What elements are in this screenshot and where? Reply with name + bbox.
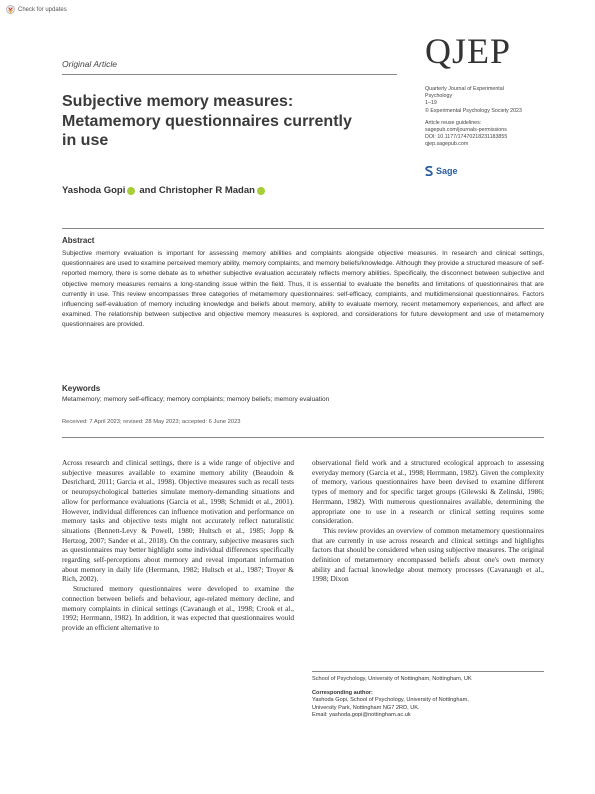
body-column-left — [62, 458, 294, 633]
body-paragraph: Across research and clinical settings, there is a wide range of objective and subjective measures available to examine memory ability (Beaudoin & Desrichard, 2011; Garcia et al., 1998). Objective measures such as recall tests or neuropsychological batteries simulate memory-demanding situations and allow for performance evaluations (Garcia et al., 1998; Schmidt et al., 2001). However, individual differences can influence motivation and performance on memory tasks and objective tests might not accurately reflect naturalistic situations (Bennett-Levy & Powell, 1980; Hultsch et al., 1985; Jopp & Hertzog, 2007; Sander et al., 2018). On the contrary, subjective measures such as questionnaires may better highlight some individual differences specifically regarding self-perceptions about memory and reveal important information about memory in daily life (Herrmann, 1982; Hultsch et al., 1987; Troyer & Rich, 2002). — [62, 458, 294, 584]
keywords-body: Metamemory; memory self-efficacy; memory complaints; memory beliefs; memory evaluation — [62, 396, 330, 403]
abstract-heading: Abstract — [62, 236, 95, 245]
author-1: Yashoda Gopi — [62, 185, 126, 196]
footnote-rule — [312, 671, 544, 672]
journal-name-line-2: Psychology — [425, 93, 453, 100]
keywords-heading: Keywords — [62, 384, 101, 393]
journal-meta — [425, 86, 585, 149]
check-for-updates-badge[interactable] — [6, 5, 67, 14]
body-paragraph: Structured memory questionnaires were developed to examine the connection between beliefs and behaviour, age-related memory decline, and memory complaints in clinical settings (Cavanaugh et al., 1998; Crook et al., 1992; Herrmann, 1982). In addition, it was expected that questionnaires would provide an efficient alternative to — [62, 584, 294, 632]
abstract-body: Subjective memory evaluation is important for assessing memory abilities and complaints alongside objective measures. In research and clinical settings, questionnaires are used to examine perceived memory ability, memory complaints, and memory beliefs/knowledge. Although they provide a structured measure of self-reported memory, there is some debate as to whether subjective evaluation accurately reflects memory abilities. Specifically, the disconnect between subjective and objective memory measures remains a long-standing issue within the field. Thus, it is essential to evaluate the benefits and limitations of questionnaires that are currently in use. This review encompasses three categories of metamemory questionnaires: self-efficacy, complaints, and multidimensional questionnaires. Factors influencing self-evaluation of memory including knowledge and beliefs about memory, ability to evaluate memory, recent metamemory experiences, and affect are examined. The relationship between subjective and objective memory measures is explored, and considerations for future development and use of metamemory questionnaires are provided. — [62, 250, 544, 329]
journal-name-line-1: Quarterly Journal of Experimental — [425, 86, 504, 92]
article-type: Original Article — [62, 59, 117, 69]
check-for-updates-label: Check for updates — [18, 6, 67, 13]
sage-logo-icon — [425, 166, 433, 176]
check-for-updates-icon — [6, 5, 15, 14]
orcid-icon[interactable] — [127, 187, 135, 195]
affiliation: School of Psychology, University of Nottingham, Nottingham, UK — [312, 676, 472, 682]
author-2: and Christopher R Madan — [139, 185, 255, 196]
doi[interactable]: DOI: 10.1177/17470218231183855 — [425, 134, 508, 141]
corresponding-author-label: Corresponding author: — [312, 690, 373, 696]
body-column-right — [312, 458, 544, 584]
corresponding-line: University Park, Nottingham NG7 2RD, UK. — [312, 704, 420, 711]
article-title: Subjective memory measures: Metamemory questionnaires currently in use — [62, 93, 352, 149]
journal-logo: QJEP — [425, 31, 512, 71]
corresponding-email[interactable]: Email: yashoda.gopi@nottingham.ac.uk — [312, 712, 411, 719]
orcid-icon[interactable] — [257, 187, 265, 195]
body-paragraph: This review provides an overview of common metamemory questionnaires that are currently in use across research and clinical settings and highlights factors that should be considered when using subjective measures. The original definition of metamemory encompassed beliefs about one's own memory ability and factual knowledge about memory processes (Cavanaugh et al., 1998; Dixon — [312, 525, 544, 584]
publisher-logo — [425, 166, 458, 176]
received-dates: Received: 7 April 2023; revised: 28 May 2023; accepted: 6 June 2023 — [62, 419, 241, 425]
corresponding-author — [312, 690, 544, 720]
reuse-guidelines: Article reuse guidelines: — [425, 119, 482, 126]
author-list — [62, 185, 269, 196]
body-rule — [62, 437, 544, 438]
page-range: 1–19 — [425, 100, 437, 107]
header-rule — [62, 74, 397, 75]
publisher-name: Sage — [436, 166, 458, 176]
permissions-link[interactable]: sagepub.com/journals-permissions — [425, 127, 507, 134]
abstract-rule — [62, 228, 544, 229]
copyright: © Experimental Psychology Society 2023 — [425, 107, 522, 114]
body-paragraph: observational field work and a structured ecological approach to assessing everyday memory (Garcia et al., 1998; Herrmann, 1982). Given the complexity of memory, various questionnaires have been devised to examine different types of memory and for specific target groups (Gilewski & Zelinski, 1986; Herrmann, 1982). With numerous questionnaires available, determining the appropriate one to use in a research or clinical setting requires some consideration. — [312, 458, 544, 526]
corresponding-line: Yashoda Gopi, School of Psychology, University of Nottingham, — [312, 697, 469, 704]
journal-site-link[interactable]: qjep.sagepub.com — [425, 141, 469, 148]
